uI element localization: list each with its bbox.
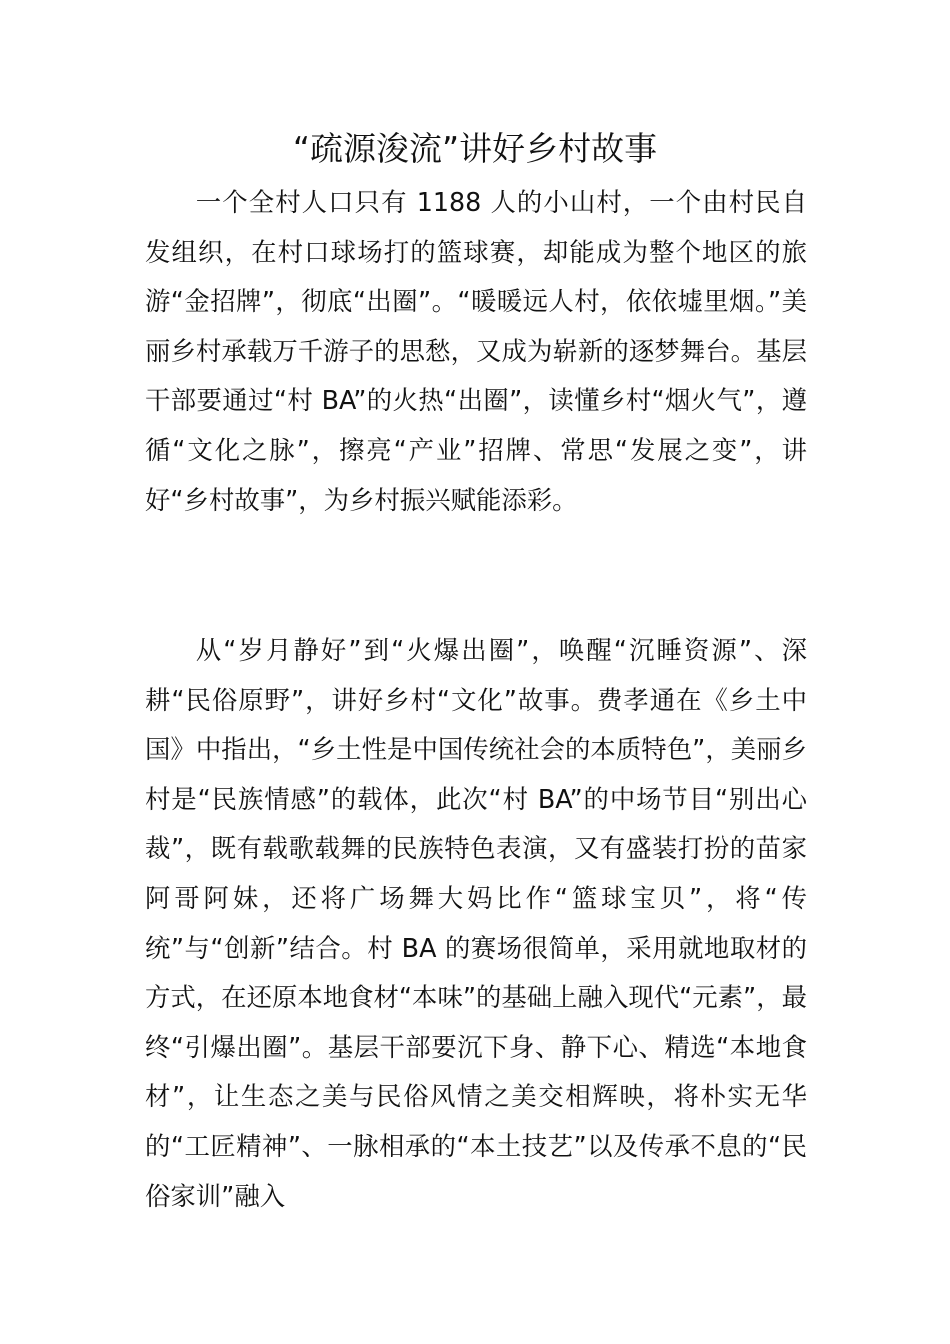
document-title: “疏源浚流”讲好乡村故事 — [292, 129, 658, 168]
paragraph-2: 从“岁月静好”到“火爆出圈”，唤醒“沉睡资源”、深耕“民俗原野”，讲好乡村“文化”故事。费孝通在《乡土中国》中指出，“乡土性是中国传统社会的本质特色”，美丽乡村是“民族情感”的载体，此次“村 BA”的中场节目“别出心裁”，既有载歌载舞的民族特色表演，又有盛装打扮的苗家阿哥阿妹，还将广场舞大妈比作“篮球宝贝”，将“传统”与“创新”结合。村 BA 的赛场很简单，采用就地取材的方式，在还原本地食材“本味”的基础上融入现代“元素”，最终“引爆出圈”。基层干部要沉下身、静下心、精选“本地食材”，让生态之美与民俗风情之美交相辉映，将朴实无华的“工匠精神”、一脉相承的“本土技艺”以及传承不息的“民俗家训”融入 — [145, 635, 807, 1211]
paragraph-1: 一个全村人口只有 1188 人的小山村，一个由村民自发组织，在村口球场打的篮球赛，却能成为整个地区的旅游“金招牌”，彻底“出圈”。“暖暖远人村，依依墟里烟。”美丽乡村承载万千游子的思愁，又成为崭新的逐梦舞台。基层干部要通过“村 BA”的火热“出圈”，读懂乡村“烟火气”，遵循“文化之脉”，擦亮“产业”招牌、常思“发展之变”，讲好“乡村故事”，为乡村振兴赋能添彩。 — [145, 187, 807, 515]
